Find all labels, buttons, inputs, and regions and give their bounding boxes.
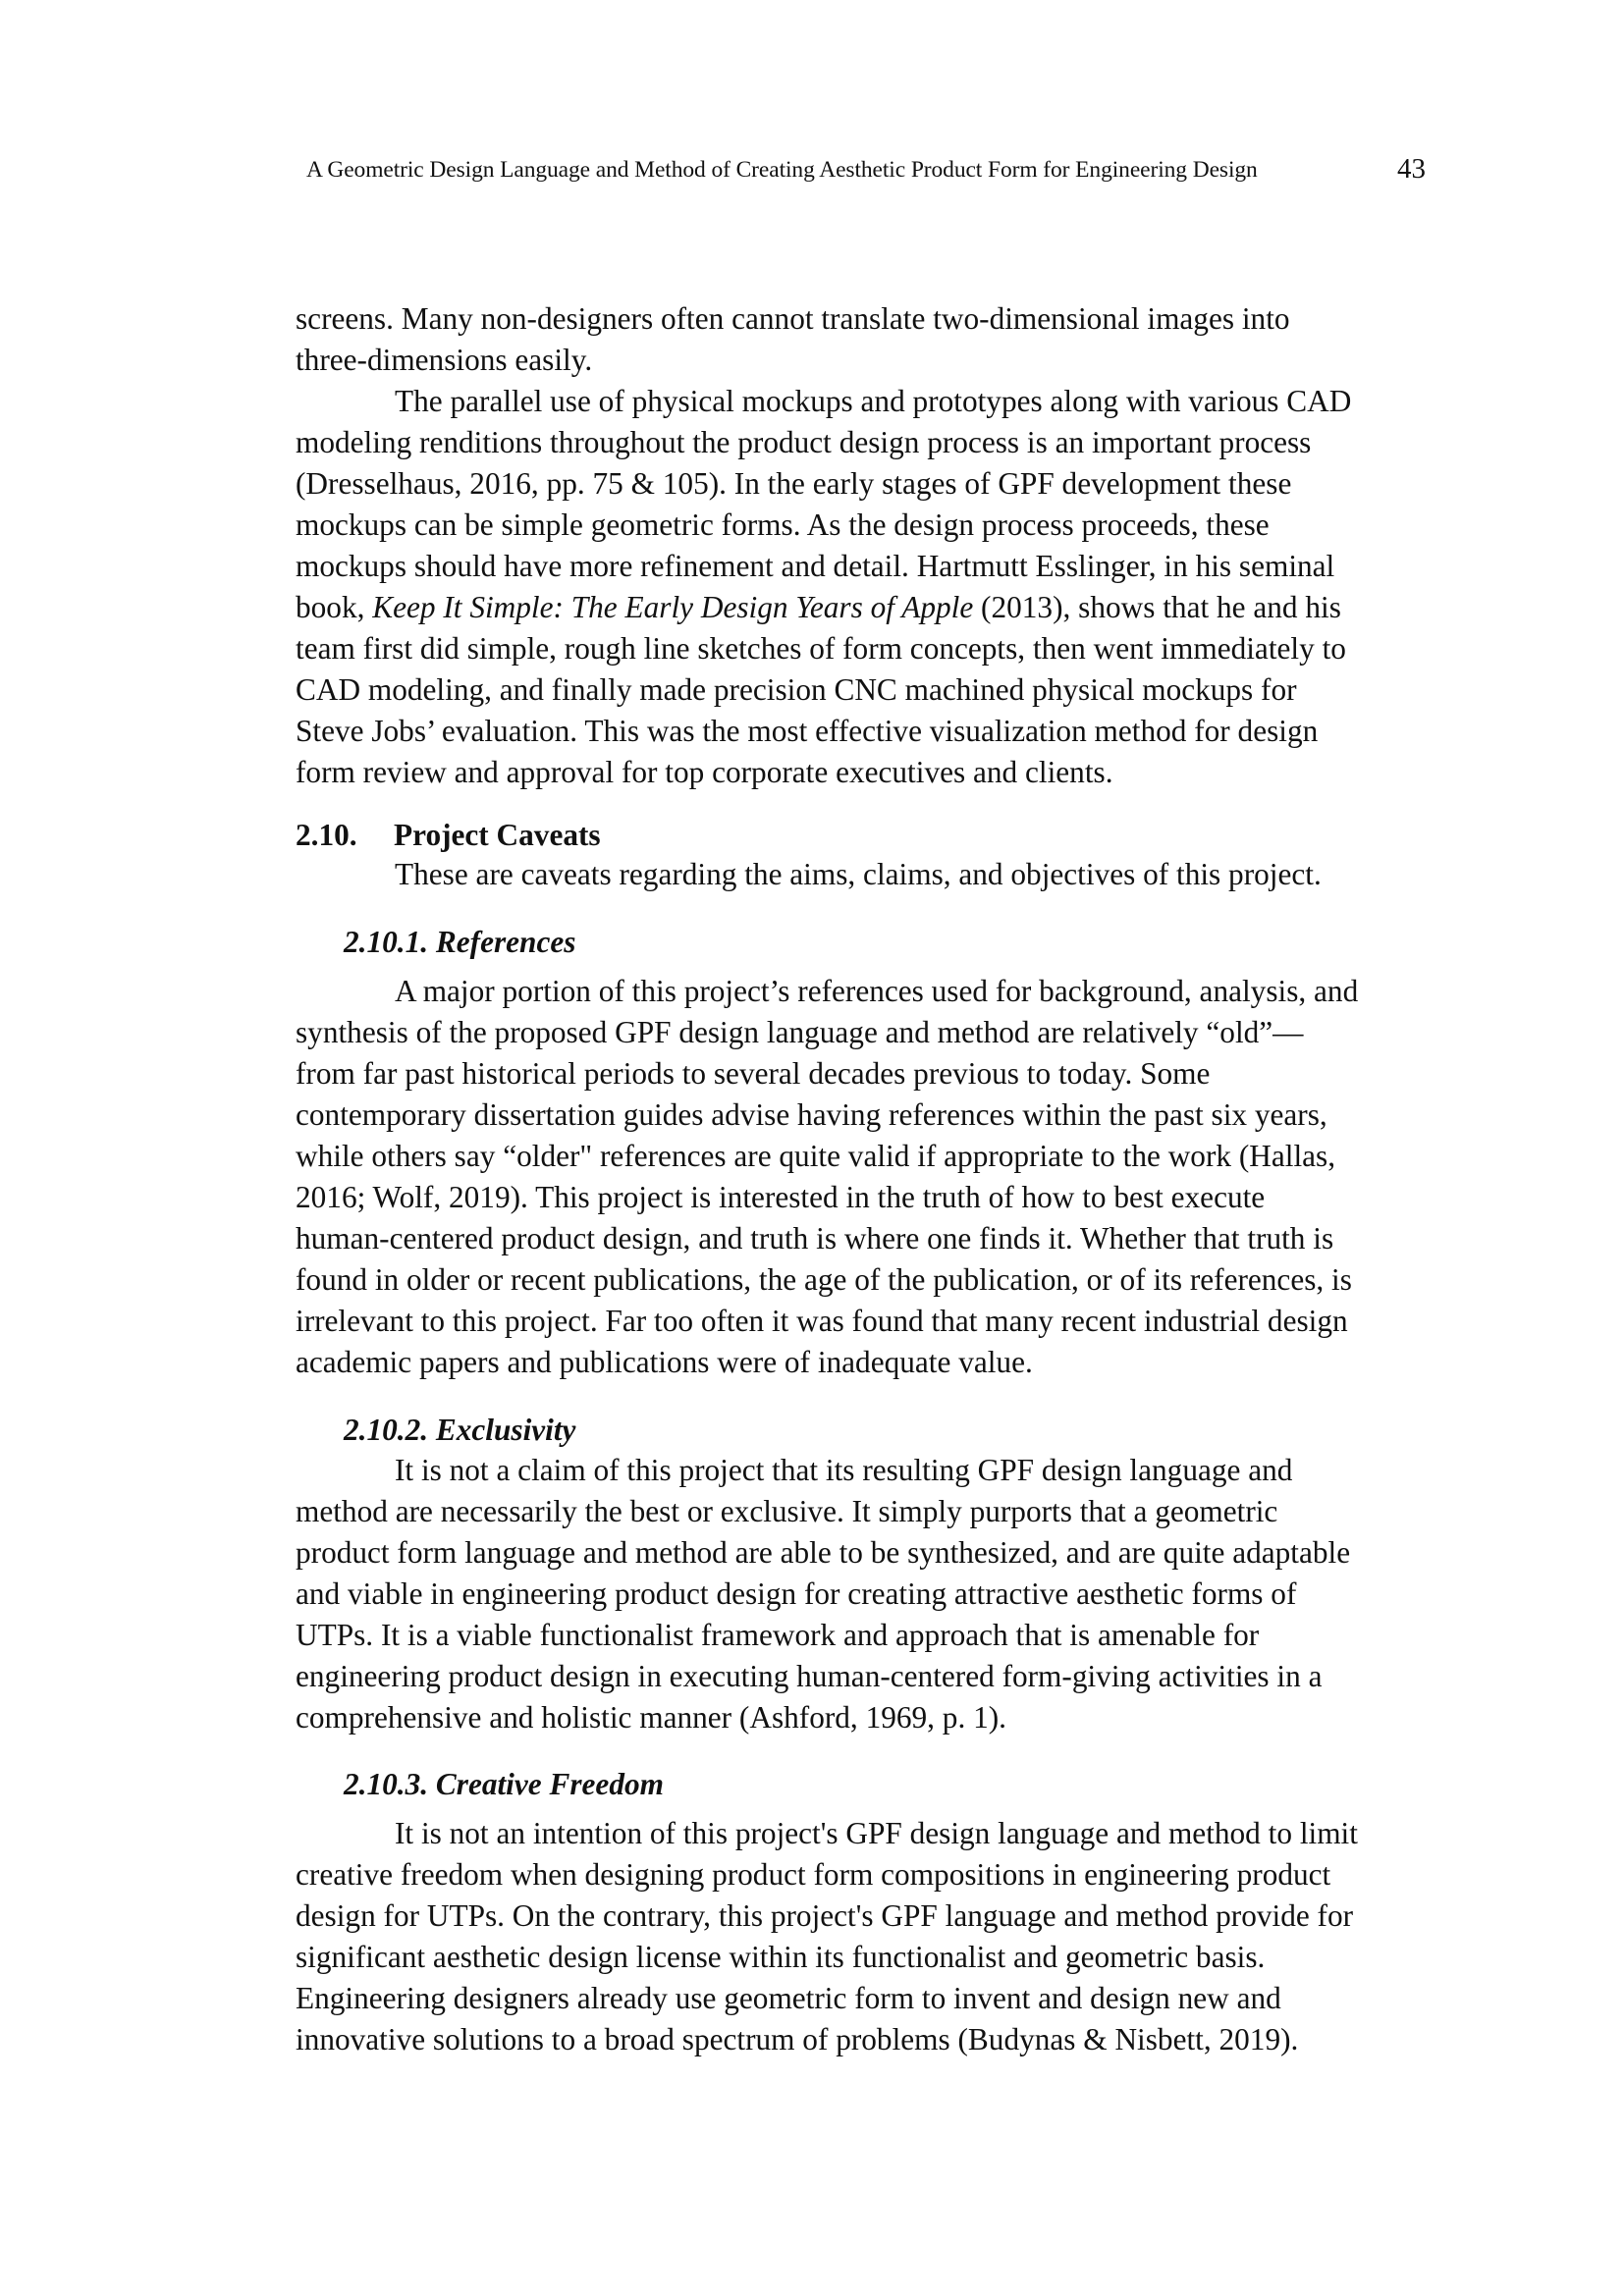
body-line: significant aesthetic design license within its functionalist and geometric basis. (296, 1940, 1266, 1974)
body-line: Engineering designers already use geometric form to invent and design new and (296, 1981, 1281, 2015)
body-line: design for UTPs. On the contrary, this project's GPF language and method provide for (296, 1898, 1354, 1933)
body-line: 2016; Wolf, 2019). This project is interested in the truth of how to best execute (296, 1180, 1266, 1214)
body-line: synthesis of the proposed GPF design language and method are relatively “old”— (296, 1015, 1304, 1049)
body-line: mockups can be simple geometric forms. As the design process proceeds, these (296, 507, 1270, 542)
body-line: team first did simple, rough line sketches of form concepts, then went immediately to (296, 631, 1346, 666)
book-title: Keep It Simple: The Early Design Years of Apple (372, 590, 974, 624)
body-line: while others say “older" references are quite valid if appropriate to the work (Hallas, (296, 1139, 1336, 1173)
body-line: (Dresselhaus, 2016, pp. 75 & 105). In the early stages of GPF development these (296, 466, 1292, 501)
body-line: from far past historical periods to several decades previous to today. Some (296, 1056, 1211, 1091)
text-run: (2013), shows that he and his (973, 590, 1341, 624)
body-line: A major portion of this project’s references used for background, analysis, and (395, 974, 1359, 1008)
body-line: product form language and method are able to be synthesized, and are quite adaptable (296, 1535, 1351, 1570)
body-line: and viable in engineering product design for creating attractive aesthetic forms of (296, 1576, 1297, 1611)
body-line: academic papers and publications were of inadequate value. (296, 1345, 1033, 1379)
body-line: mockups should have more refinement and detail. Hartmutt Esslinger, in his seminal (296, 549, 1335, 583)
body-line: form review and approval for top corporate executives and clients. (296, 755, 1113, 789)
body-line: The parallel use of physical mockups and prototypes along with various CAD (395, 384, 1352, 418)
body-line: human-centered product design, and truth is where one finds it. Whether that truth is (296, 1221, 1334, 1255)
running-header: A Geometric Design Language and Method of Creating Aesthetic Product Form for Engineering Design (306, 157, 1258, 183)
body-line: screens. Many non-designers often cannot translate two-dimensional images into (296, 301, 1290, 336)
body-line: contemporary dissertation guides advise having references within the past six years, (296, 1097, 1327, 1132)
body-line: creative freedom when designing product form compositions in engineering product (296, 1857, 1331, 1892)
subsection-heading-creative-freedom: 2.10.3. Creative Freedom (344, 1767, 664, 1801)
subsection-heading-references: 2.10.1. References (344, 925, 576, 959)
body-line: UTPs. It is a viable functionalist framework and approach that is amenable for (296, 1618, 1260, 1652)
section-intro: These are caveats regarding the aims, claims, and objectives of this project. (395, 857, 1322, 891)
section-number: 2.10. (296, 818, 357, 852)
body-line: method are necessarily the best or exclusive. It simply purports that a geometric (296, 1494, 1278, 1528)
subsection-heading-exclusivity: 2.10.2. Exclusivity (344, 1413, 576, 1447)
body-line: Steve Jobs’ evaluation. This was the most effective visualization method for design (296, 714, 1319, 748)
body-line: irrelevant to this project. Far too often it was found that many recent industrial design (296, 1304, 1348, 1338)
body-line: found in older or recent publications, the age of the publication, or of its references, is (296, 1262, 1352, 1297)
body-line: It is not an intention of this project's GPF design language and method to limit (395, 1816, 1358, 1850)
section-title: Project Caveats (394, 818, 601, 852)
text-run: book, (296, 590, 373, 624)
body-line-with-book-title (296, 592, 1341, 622)
body-line: CAD modeling, and finally made precision CNC machined physical mockups for (296, 672, 1297, 707)
body-line: engineering product design in executing human-centered form-giving activities in a (296, 1659, 1323, 1693)
body-line: modeling renditions throughout the product design process is an important process (296, 425, 1312, 459)
body-line: comprehensive and holistic manner (Ashford, 1969, p. 1). (296, 1700, 1007, 1735)
body-line: innovative solutions to a broad spectrum of problems (Budynas & Nisbett, 2019). (296, 2022, 1299, 2056)
page-number: 43 (1397, 153, 1426, 185)
body-line: It is not a claim of this project that its resulting GPF design language and (395, 1453, 1293, 1487)
body-line: three-dimensions easily. (296, 343, 593, 377)
